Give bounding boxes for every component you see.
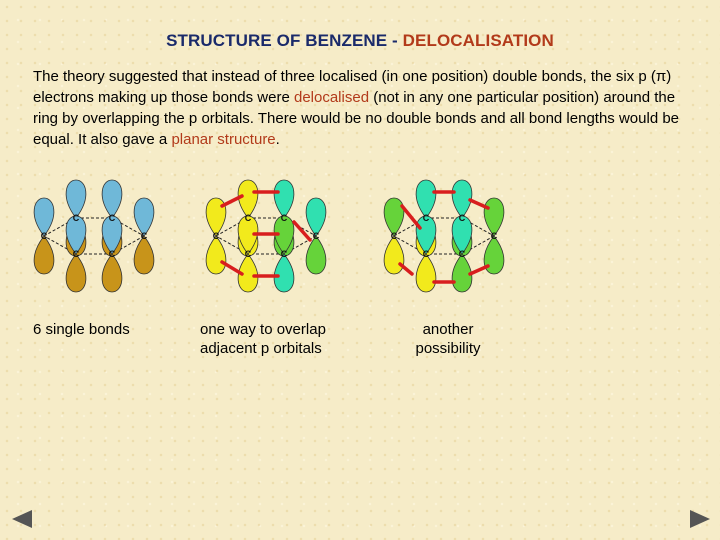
- carbon-atom-label: C: [244, 249, 252, 259]
- carbon-atom-label: C: [390, 231, 398, 241]
- carbon-atom-label: C: [140, 231, 148, 241]
- carbon-atom-label: C: [458, 249, 466, 259]
- title-prefix: STRUCTURE OF BENZENE -: [166, 31, 403, 50]
- p-orbital-lower-lobe: [66, 254, 86, 292]
- diagram-overlap-way-one: [204, 178, 336, 298]
- p-orbital-lower-lobe: [102, 254, 122, 292]
- orbital-overlap-line: [470, 266, 488, 274]
- highlight-delocalised: delocalised: [293, 89, 370, 106]
- caption-six-single-bonds: 6 single bonds: [33, 321, 130, 338]
- caption-another-possibility: another possibility: [415, 321, 481, 357]
- diagram-overlap-way-two: [382, 178, 514, 298]
- carbon-atom-label: C: [422, 213, 430, 223]
- carbon-atom-label: C: [72, 249, 80, 259]
- carbon-atom-label: C: [40, 231, 48, 241]
- previous-slide-icon[interactable]: [12, 510, 32, 528]
- carbon-atom-label: C: [108, 249, 116, 259]
- carbon-atom-label: C: [490, 231, 498, 241]
- p-orbital-lower-lobe: [134, 236, 154, 274]
- paragraph-text-3: .: [275, 131, 280, 148]
- p-orbital-lower-lobe: [384, 236, 404, 274]
- paragraph-text-1: The theory suggested that instead of three localised (in one position) double bonds, the six p (π) electrons making up those bonds were: [33, 68, 672, 106]
- carbon-atom-label: C: [280, 249, 288, 259]
- carbon-atom-label: C: [280, 213, 288, 223]
- p-orbital-lower-lobe: [34, 236, 54, 274]
- orbital-overlap-line: [222, 262, 242, 274]
- carbon-atom-label: C: [312, 231, 320, 241]
- carbon-atom-label: C: [72, 213, 80, 223]
- carbon-atom-label: C: [458, 213, 466, 223]
- diagram-six-single-bonds: [32, 178, 164, 298]
- p-orbital-lower-lobe: [206, 236, 226, 274]
- carbon-atom-label: C: [108, 213, 116, 223]
- title-accent: DELOCALISATION: [402, 31, 554, 50]
- explanation-paragraph: [33, 66, 698, 150]
- carbon-atom-label: C: [422, 249, 430, 259]
- carbon-atom-label: C: [212, 231, 220, 241]
- p-orbital-lower-lobe: [416, 254, 436, 292]
- paragraph-text-2: (not in any one particular position) around the ring by overlapping the p orbitals. There would be no double bonds and all bond lengths would be equal. It also gave a: [33, 89, 680, 148]
- caption-one-way-to-overlap: one way to overlap adjacent p orbitals: [200, 321, 326, 357]
- p-orbital-lower-lobe: [306, 236, 326, 274]
- orbital-overlap-line: [402, 206, 420, 228]
- slide-title: [0, 31, 720, 51]
- carbon-atom-label: C: [244, 213, 252, 223]
- p-orbital-lower-lobe: [274, 254, 294, 292]
- next-slide-icon[interactable]: [690, 510, 710, 528]
- highlight-planar-structure: planar structure: [171, 131, 276, 148]
